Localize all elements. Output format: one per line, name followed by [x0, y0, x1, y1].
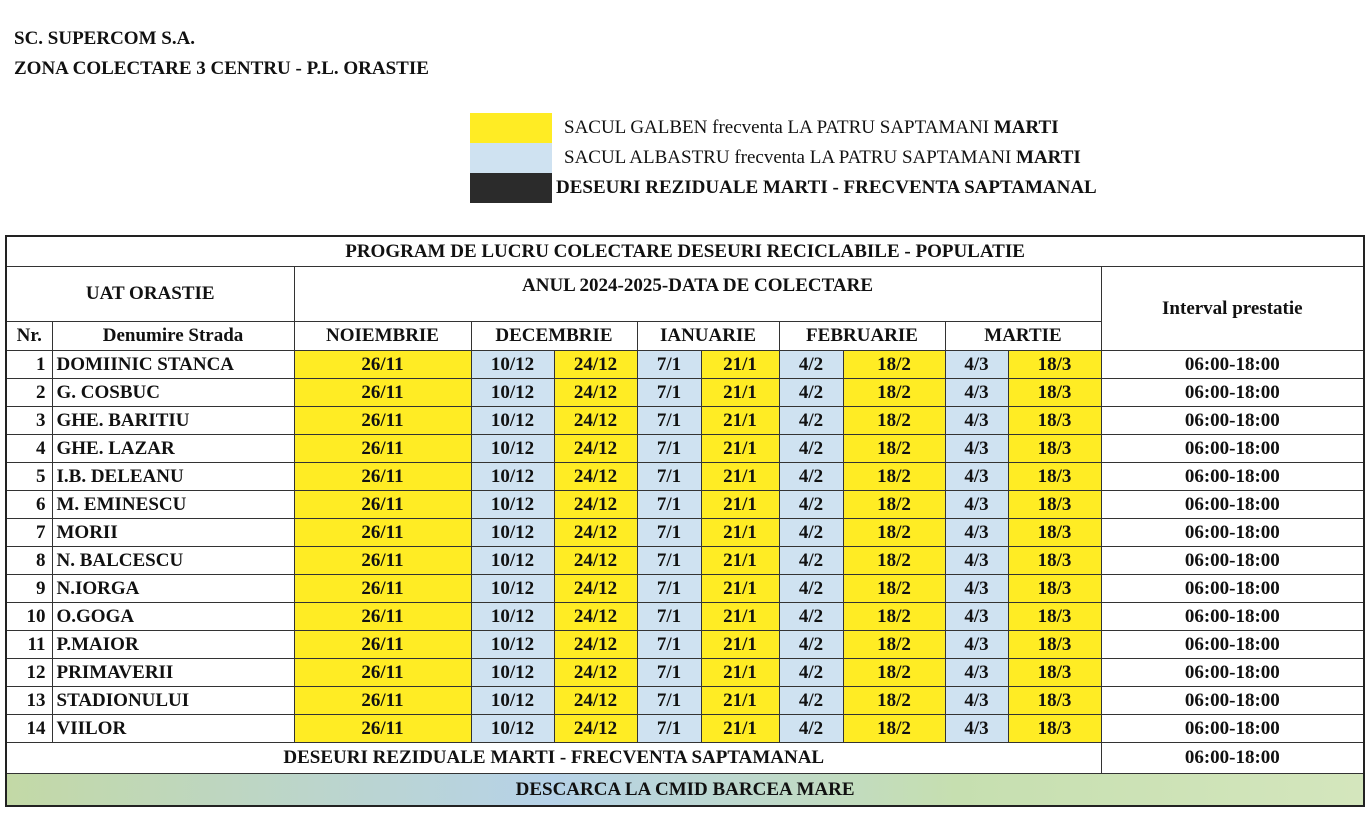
- month-noiembrie: NOIEMBRIE: [294, 322, 471, 351]
- street-name: DOMIINIC STANCA: [52, 351, 294, 379]
- collection-date: 21/1: [701, 463, 779, 491]
- collection-date: 4/3: [945, 547, 1008, 575]
- collection-date: 18/3: [1008, 631, 1101, 659]
- collection-date: 4/2: [779, 603, 843, 631]
- collection-date: 18/2: [843, 463, 945, 491]
- table-title-row: [6, 236, 1364, 267]
- collection-date: 10/12: [471, 407, 554, 435]
- table-row: [6, 575, 1364, 603]
- collection-date: 18/2: [843, 659, 945, 687]
- collection-date: 10/12: [471, 435, 554, 463]
- collection-date: 4/3: [945, 407, 1008, 435]
- row-number: 7: [6, 519, 52, 547]
- collection-date: 26/11: [294, 687, 471, 715]
- collection-date: 21/1: [701, 351, 779, 379]
- street-name: N. BALCESCU: [52, 547, 294, 575]
- collection-date: 4/3: [945, 491, 1008, 519]
- collection-date: 18/2: [843, 575, 945, 603]
- row-number: 13: [6, 687, 52, 715]
- collection-date: 18/3: [1008, 491, 1101, 519]
- collection-date: 18/3: [1008, 603, 1101, 631]
- row-number: 4: [6, 435, 52, 463]
- street-name: N.IORGA: [52, 575, 294, 603]
- collection-date: 21/1: [701, 435, 779, 463]
- residual-interval: 06:00-18:00: [1101, 743, 1364, 774]
- collection-date: 26/11: [294, 519, 471, 547]
- nr-header: Nr.: [6, 322, 52, 351]
- month-decembrie: DECEMBRIE: [471, 322, 637, 351]
- interval-value: 06:00-18:00: [1101, 407, 1364, 435]
- street-name: M. EMINESCU: [52, 491, 294, 519]
- street-name: STADIONULUI: [52, 687, 294, 715]
- collection-date: 10/12: [471, 379, 554, 407]
- collection-date: 24/12: [554, 603, 637, 631]
- year-header: ANUL 2024-2025-DATA DE COLECTARE: [294, 267, 1101, 322]
- interval-value: 06:00-18:00: [1101, 659, 1364, 687]
- street-name: I.B. DELEANU: [52, 463, 294, 491]
- table-row: [6, 435, 1364, 463]
- legend-yellow-day: MARTI: [993, 117, 1059, 138]
- collection-date: 4/2: [779, 407, 843, 435]
- collection-date: 7/1: [637, 631, 701, 659]
- collection-date: 7/1: [637, 379, 701, 407]
- collection-date: 7/1: [637, 519, 701, 547]
- collection-date: 24/12: [554, 463, 637, 491]
- legend-blue: [470, 143, 1081, 173]
- company-name: SC. SUPERCOM S.A.: [14, 28, 196, 49]
- collection-date: 4/3: [945, 379, 1008, 407]
- collection-date: 24/12: [554, 547, 637, 575]
- collection-date: 4/2: [779, 575, 843, 603]
- street-name: G. COSBUC: [52, 379, 294, 407]
- collection-date: 21/1: [701, 575, 779, 603]
- collection-date: 18/2: [843, 687, 945, 715]
- collection-date: 4/3: [945, 687, 1008, 715]
- row-number: 11: [6, 631, 52, 659]
- collection-date: 7/1: [637, 715, 701, 743]
- collection-date: 10/12: [471, 351, 554, 379]
- collection-date: 24/12: [554, 687, 637, 715]
- collection-date: 18/3: [1008, 575, 1101, 603]
- legend-black: [470, 173, 1097, 203]
- collection-date: 26/11: [294, 463, 471, 491]
- street-name: VIILOR: [52, 715, 294, 743]
- collection-date: 7/1: [637, 351, 701, 379]
- collection-date: 10/12: [471, 631, 554, 659]
- collection-date: 7/1: [637, 687, 701, 715]
- collection-date: 24/12: [554, 491, 637, 519]
- collection-date: 7/1: [637, 603, 701, 631]
- collection-date: 18/2: [843, 603, 945, 631]
- collection-date: 4/2: [779, 463, 843, 491]
- collection-date: 7/1: [637, 407, 701, 435]
- collection-date: 10/12: [471, 519, 554, 547]
- collection-date: 18/3: [1008, 519, 1101, 547]
- collection-date: 21/1: [701, 407, 779, 435]
- table-row: [6, 715, 1364, 743]
- collection-date: 21/1: [701, 379, 779, 407]
- collection-date: 24/12: [554, 715, 637, 743]
- collection-date: 18/3: [1008, 407, 1101, 435]
- table-row: [6, 491, 1364, 519]
- collection-date: 26/11: [294, 659, 471, 687]
- company-header: [14, 24, 429, 84]
- collection-date: 4/2: [779, 715, 843, 743]
- legend-yellow: [470, 113, 1059, 143]
- interval-value: 06:00-18:00: [1101, 575, 1364, 603]
- uat-header: UAT ORASTIE: [6, 267, 294, 322]
- interval-value: 06:00-18:00: [1101, 491, 1364, 519]
- month-martie: MARTIE: [945, 322, 1101, 351]
- collection-date: 4/3: [945, 603, 1008, 631]
- collection-date: 18/3: [1008, 715, 1101, 743]
- interval-value: 06:00-18:00: [1101, 715, 1364, 743]
- collection-date: 18/3: [1008, 547, 1101, 575]
- blue-swatch: [470, 143, 552, 173]
- residual-row: [6, 743, 1364, 774]
- collection-date: 26/11: [294, 351, 471, 379]
- collection-date: 18/3: [1008, 463, 1101, 491]
- collection-date: 10/12: [471, 547, 554, 575]
- month-ianuarie: IANUARIE: [637, 322, 779, 351]
- collection-date: 21/1: [701, 659, 779, 687]
- yellow-swatch: [470, 113, 552, 143]
- interval-value: 06:00-18:00: [1101, 435, 1364, 463]
- collection-date: 18/2: [843, 547, 945, 575]
- collection-date: 18/2: [843, 379, 945, 407]
- discharge-row: [6, 774, 1364, 807]
- legend-black-text: DESEURI REZIDUALE MARTI - FRECVENTA SAPTAMANAL: [556, 177, 1097, 198]
- row-number: 10: [6, 603, 52, 631]
- row-number: 2: [6, 379, 52, 407]
- legend-blue-day: MARTI: [1016, 147, 1081, 168]
- collection-date: 10/12: [471, 603, 554, 631]
- row-number: 1: [6, 351, 52, 379]
- street-name: PRIMAVERII: [52, 659, 294, 687]
- interval-value: 06:00-18:00: [1101, 631, 1364, 659]
- collection-date: 18/3: [1008, 659, 1101, 687]
- collection-date: 26/11: [294, 491, 471, 519]
- row-number: 12: [6, 659, 52, 687]
- collection-date: 4/2: [779, 351, 843, 379]
- collection-date: 10/12: [471, 463, 554, 491]
- collection-date: 10/12: [471, 715, 554, 743]
- collection-date: 4/2: [779, 631, 843, 659]
- collection-date: 4/2: [779, 659, 843, 687]
- collection-date: 18/3: [1008, 351, 1101, 379]
- black-swatch: [470, 173, 552, 203]
- collection-date: 4/2: [779, 519, 843, 547]
- table-row: [6, 659, 1364, 687]
- collection-date: 4/2: [779, 435, 843, 463]
- collection-date: 18/2: [843, 435, 945, 463]
- table-row: [6, 407, 1364, 435]
- month-februarie: FEBRUARIE: [779, 322, 945, 351]
- collection-date: 24/12: [554, 631, 637, 659]
- collection-date: 24/12: [554, 519, 637, 547]
- street-name: GHE. LAZAR: [52, 435, 294, 463]
- row-number: 8: [6, 547, 52, 575]
- collection-date: 21/1: [701, 687, 779, 715]
- collection-date: 26/11: [294, 631, 471, 659]
- collection-date: 10/12: [471, 575, 554, 603]
- collection-date: 26/11: [294, 603, 471, 631]
- collection-date: 18/3: [1008, 687, 1101, 715]
- interval-value: 06:00-18:00: [1101, 687, 1364, 715]
- collection-date: 18/2: [843, 491, 945, 519]
- interval-value: 06:00-18:00: [1101, 463, 1364, 491]
- interval-value: 06:00-18:00: [1101, 379, 1364, 407]
- collection-date: 4/3: [945, 435, 1008, 463]
- collection-date: 21/1: [701, 519, 779, 547]
- collection-date: 4/3: [945, 351, 1008, 379]
- collection-zone: ZONA COLECTARE 3 CENTRU - P.L. ORASTIE: [14, 58, 429, 79]
- collection-date: 18/2: [843, 715, 945, 743]
- collection-date: 4/2: [779, 491, 843, 519]
- interval-value: 06:00-18:00: [1101, 519, 1364, 547]
- collection-date: 7/1: [637, 463, 701, 491]
- collection-date: 4/2: [779, 379, 843, 407]
- collection-date: 26/11: [294, 547, 471, 575]
- row-number: 3: [6, 407, 52, 435]
- collection-date: 18/2: [843, 631, 945, 659]
- collection-date: 10/12: [471, 687, 554, 715]
- residual-label: DESEURI REZIDUALE MARTI - FRECVENTA SAPTAMANAL: [6, 743, 1101, 774]
- collection-date: 24/12: [554, 659, 637, 687]
- table-row: [6, 351, 1364, 379]
- collection-date: 4/3: [945, 631, 1008, 659]
- interval-value: 06:00-18:00: [1101, 547, 1364, 575]
- collection-date: 26/11: [294, 715, 471, 743]
- collection-date: 21/1: [701, 603, 779, 631]
- collection-date: 26/11: [294, 407, 471, 435]
- collection-date: 18/2: [843, 407, 945, 435]
- collection-date: 26/11: [294, 435, 471, 463]
- street-name: GHE. BARITIU: [52, 407, 294, 435]
- table-row: [6, 519, 1364, 547]
- row-number: 5: [6, 463, 52, 491]
- collection-date: 24/12: [554, 379, 637, 407]
- collection-date: 4/3: [945, 519, 1008, 547]
- row-number: 14: [6, 715, 52, 743]
- collection-date: 26/11: [294, 379, 471, 407]
- legend-yellow-text: SACUL GALBEN frecventa LA PATRU SAPTAMANI: [564, 117, 990, 138]
- collection-date: 10/12: [471, 659, 554, 687]
- collection-date: 4/3: [945, 659, 1008, 687]
- table-row: [6, 631, 1364, 659]
- collection-date: 21/1: [701, 491, 779, 519]
- interval-header: Interval prestatie: [1101, 267, 1364, 351]
- collection-schedule-table: [5, 235, 1365, 807]
- row-number: 9: [6, 575, 52, 603]
- table-row: [6, 687, 1364, 715]
- collection-date: 7/1: [637, 547, 701, 575]
- table-row: [6, 603, 1364, 631]
- table-header-row: [6, 267, 1364, 322]
- interval-value: 06:00-18:00: [1101, 603, 1364, 631]
- collection-date: 24/12: [554, 351, 637, 379]
- collection-date: 4/3: [945, 715, 1008, 743]
- row-number: 6: [6, 491, 52, 519]
- interval-value: 06:00-18:00: [1101, 351, 1364, 379]
- table-row: [6, 379, 1364, 407]
- collection-date: 24/12: [554, 435, 637, 463]
- collection-date: 18/3: [1008, 435, 1101, 463]
- collection-date: 21/1: [701, 631, 779, 659]
- collection-date: 26/11: [294, 575, 471, 603]
- table-row: [6, 547, 1364, 575]
- collection-date: 21/1: [701, 715, 779, 743]
- collection-date: 7/1: [637, 575, 701, 603]
- collection-date: 7/1: [637, 435, 701, 463]
- collection-date: 18/2: [843, 351, 945, 379]
- street-name: MORII: [52, 519, 294, 547]
- collection-date: 4/3: [945, 575, 1008, 603]
- collection-date: 24/12: [554, 407, 637, 435]
- table-row: [6, 463, 1364, 491]
- discharge-label: DESCARCA LA CMID BARCEA MARE: [6, 774, 1364, 807]
- collection-date: 21/1: [701, 547, 779, 575]
- collection-date: 10/12: [471, 491, 554, 519]
- collection-date: 4/3: [945, 463, 1008, 491]
- collection-date: 7/1: [637, 659, 701, 687]
- legend-blue-text: SACUL ALBASTRU frecventa LA PATRU SAPTAMANI: [564, 147, 1012, 168]
- street-header: Denumire Strada: [52, 322, 294, 351]
- collection-date: 18/3: [1008, 379, 1101, 407]
- collection-date: 24/12: [554, 575, 637, 603]
- street-name: P.MAIOR: [52, 631, 294, 659]
- collection-date: 18/2: [843, 519, 945, 547]
- table-title: PROGRAM DE LUCRU COLECTARE DESEURI RECICLABILE - POPULATIE: [6, 236, 1364, 267]
- collection-date: 7/1: [637, 491, 701, 519]
- street-name: O.GOGA: [52, 603, 294, 631]
- collection-date: 4/2: [779, 687, 843, 715]
- collection-date: 4/2: [779, 547, 843, 575]
